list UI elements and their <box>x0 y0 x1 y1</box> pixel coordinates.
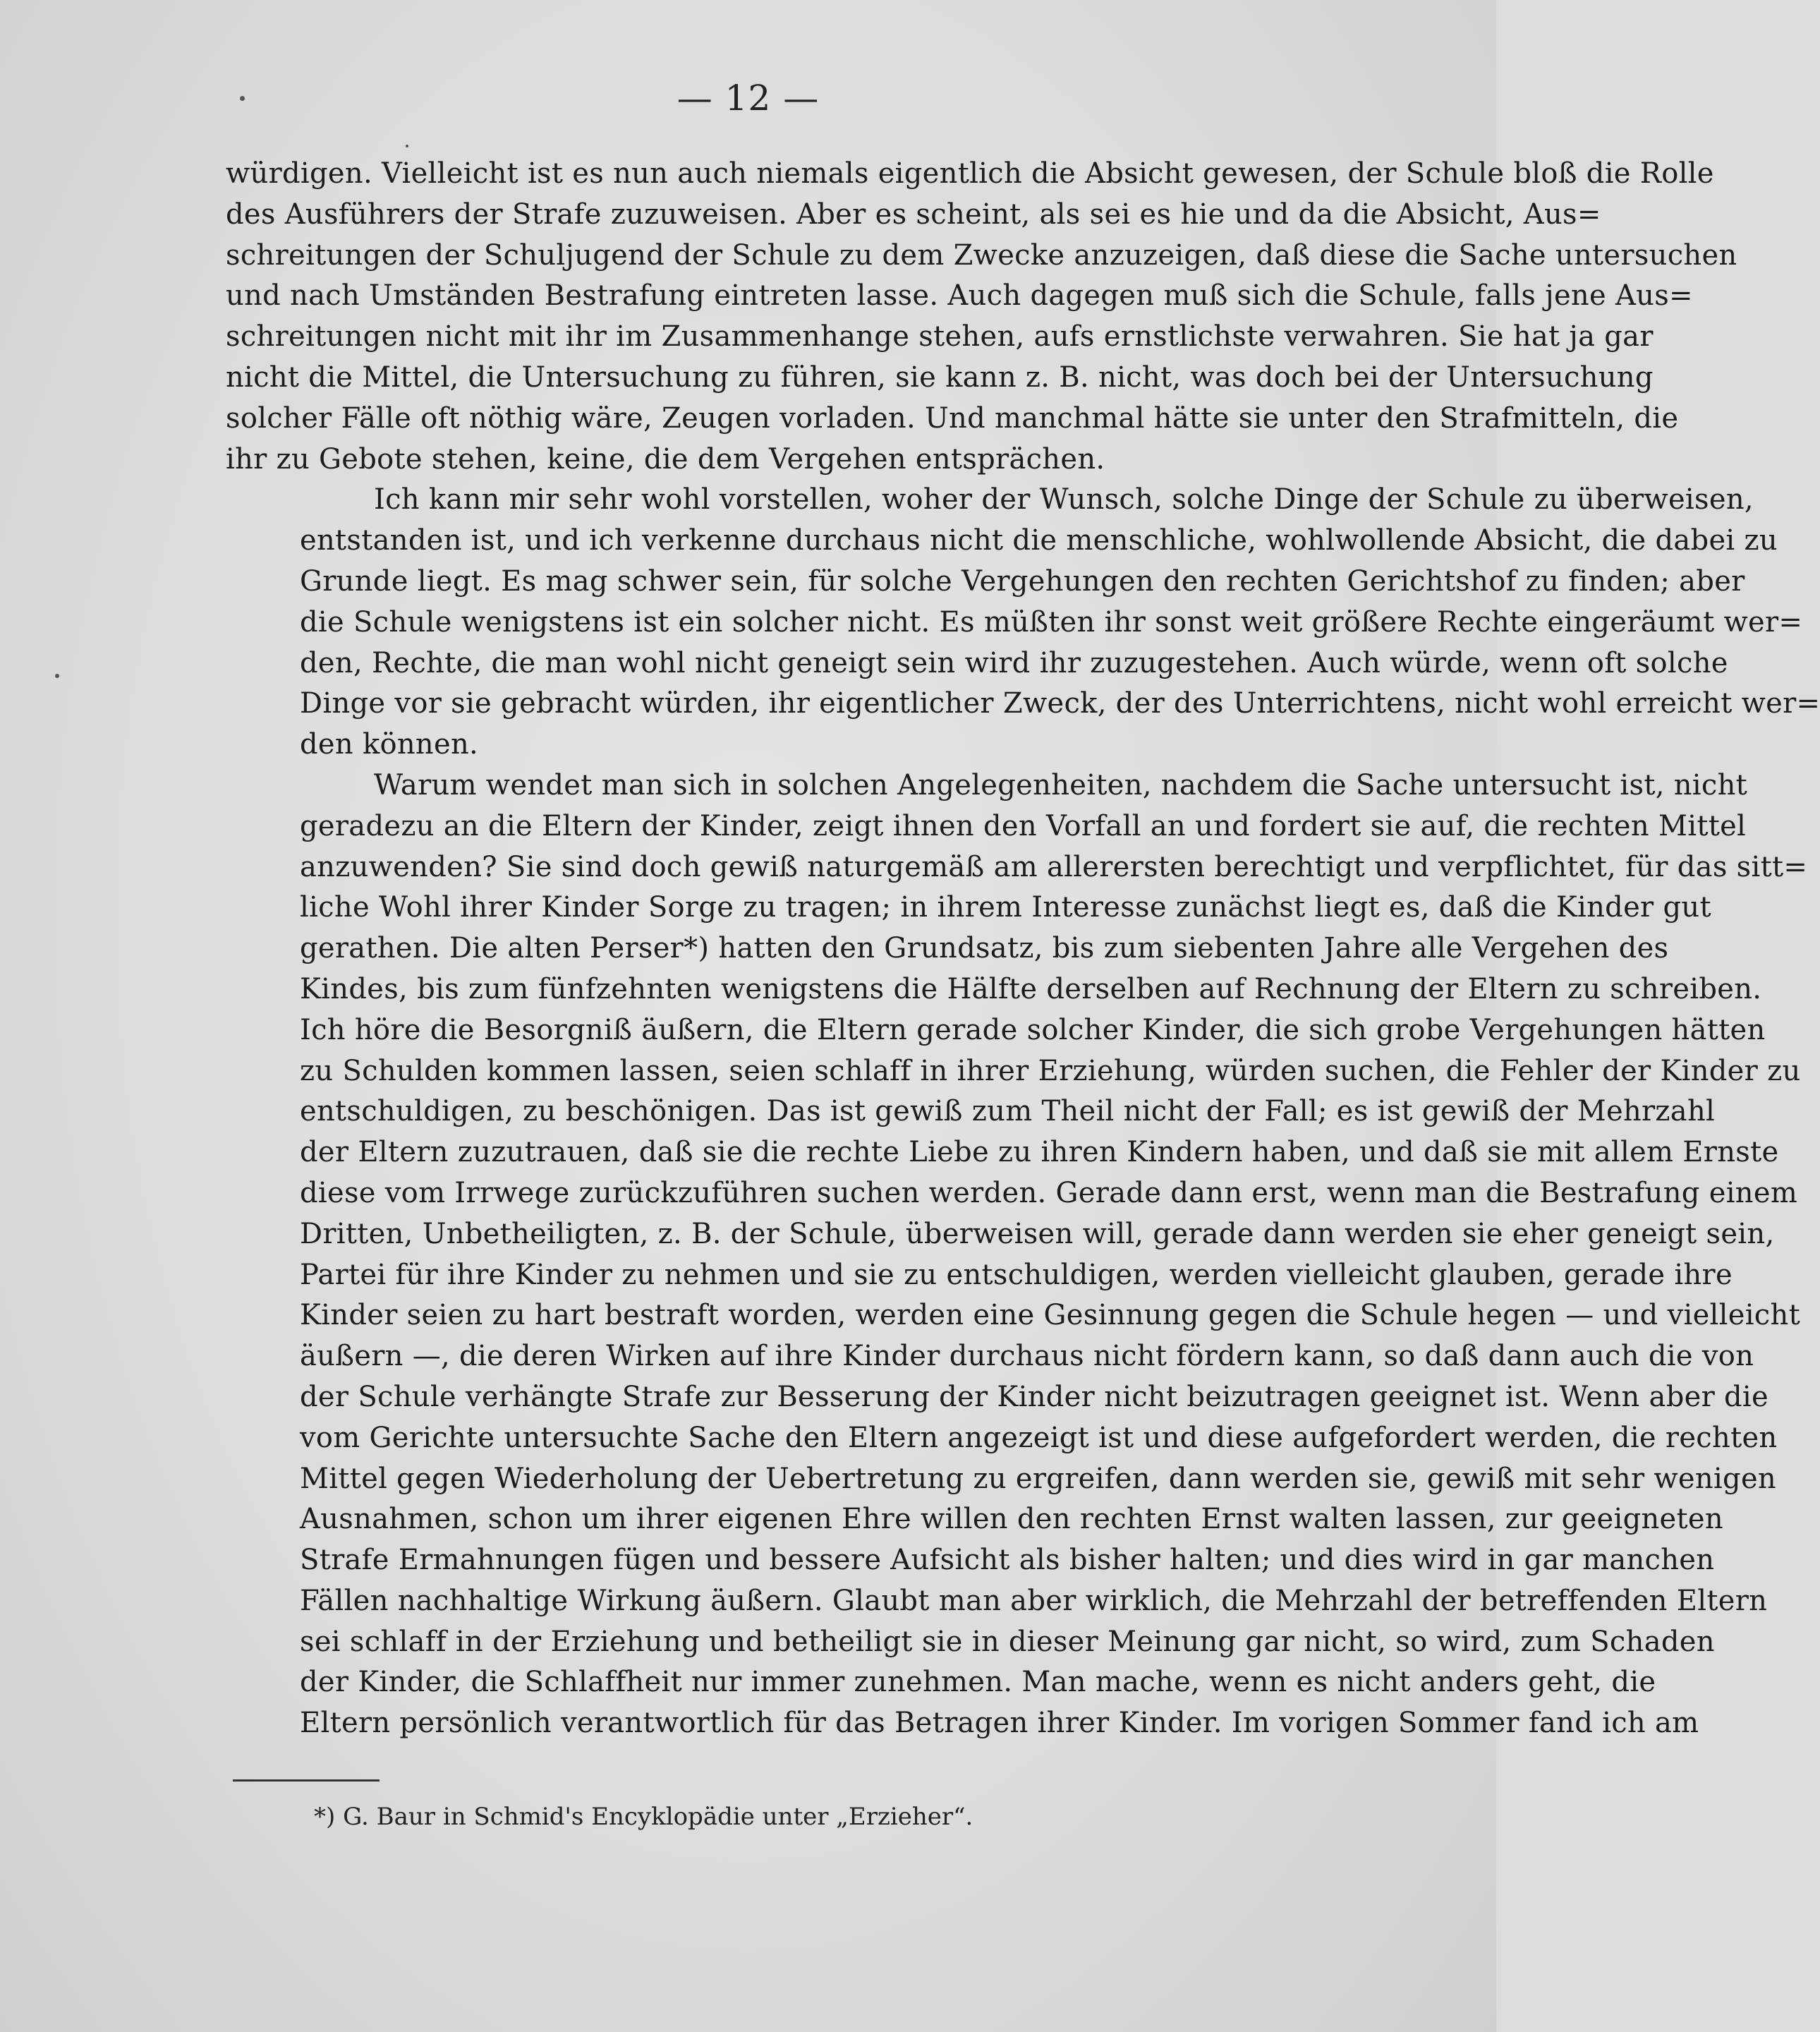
text-line: Mittel gegen Wiederholung der Uebertretung zu ergreifen, dann werden sie, gewiß mit sehr wenigen <box>300 1462 1776 1495</box>
text-line: liche Wohl ihrer Kinder Sorge zu tragen; in ihrem Interesse zunächst liegt es, daß die Kinder gut <box>300 891 1711 924</box>
text-line: Dinge vor sie gebracht würden, ihr eigentlicher Zweck, der des Unterrichtens, nicht wohl erreicht wer= <box>300 687 1820 720</box>
text-line: Fällen nachhaltige Wirkung äußern. Glaubt man aber wirklich, die Mehrzahl der betreffenden Eltern <box>300 1584 1768 1617</box>
text-line: des Ausführers der Strafe zuzuweisen. Aber es scheint, als sei es hie und da die Absicht, Aus= <box>226 198 1601 231</box>
text-line: diese vom Irrwege zurückzuführen suchen werden. Gerade dann erst, wenn man die Bestrafung einem <box>300 1176 1798 1209</box>
text-line: Grunde liegt. Es mag schwer sein, für solche Vergehungen den rechten Gerichtshof zu finden; aber <box>300 564 1745 598</box>
footnote-divider <box>233 1779 380 1782</box>
text-line: nicht die Mittel, die Untersuchung zu führen, sie kann z. B. nicht, was doch bei der Untersuchung <box>226 361 1654 394</box>
text-line: den, Rechte, die man wohl nicht geneigt sein wird ihr zuzugestehen. Auch würde, wenn oft solche <box>300 646 1728 679</box>
footnote: *) G. Baur in Schmid's Encyklopädie unter „Erzieher“. <box>314 1803 973 1831</box>
text-line: der Eltern zuzutrauen, daß sie die rechte Liebe zu ihren Kindern haben, und daß sie mit allem Ernste <box>300 1136 1779 1169</box>
text-line: der Kinder, die Schlaffheit nur immer zunehmen. Man mache, wenn es nicht anders geht, die <box>300 1666 1656 1699</box>
text-line: ihr zu Gebote stehen, keine, die dem Vergehen entsprächen. <box>226 442 1105 476</box>
paragraph <box>226 154 1737 480</box>
text-line: Kinder seien zu hart bestraft worden, werden eine Gesinnung gegen die Schule hegen — und vielleicht <box>300 1299 1800 1332</box>
text-line: anzuwenden? Sie sind doch gewiß naturgemäß am allerersten berechtigt und verpflichtet, für das sitt= <box>300 850 1808 883</box>
text-line: solcher Fälle oft nöthig wäre, Zeugen vorladen. Und manchmal hätte sie unter den Strafmitteln, die <box>226 401 1679 435</box>
paragraph <box>226 480 1820 766</box>
text-line: den können. <box>300 728 479 761</box>
text-line: Kindes, bis zum fünfzehnten wenigstens die Hälfte derselben auf Rechnung der Eltern zu schreiben. <box>300 972 1762 1005</box>
text-line: die Schule wenigstens ist ein solcher nicht. Es müßten ihr sonst weit größere Rechte eingeräumt wer= <box>300 605 1803 639</box>
text-line: entstanden ist, und ich verkenne durchaus nicht die menschliche, wohlwollende Absicht, die dabei zu <box>300 524 1778 557</box>
text-line: Partei für ihre Kinder zu nehmen und sie zu entschuldigen, werden vielleicht glauben, gerade ihre <box>300 1258 1733 1291</box>
text-line: Eltern persönlich verantwortlich für das Betragen ihrer Kinder. Im vorigen Sommer fand ich am <box>300 1707 1699 1740</box>
text-line: und nach Umständen Bestrafung eintreten lasse. Auch dagegen muß sich die Schule, falls jene Aus= <box>226 279 1693 313</box>
body-text <box>226 154 1820 1744</box>
text-line: Dritten, Unbetheiligten, z. B. der Schule, überweisen will, gerade dann werden sie eher geneigt sein, <box>300 1217 1775 1250</box>
text-line: entschuldigen, zu beschönigen. Das ist gewiß zum Theil nicht der Fall; es ist gewiß der Mehrzahl <box>300 1095 1716 1128</box>
text-line: würdigen. Vielleicht ist es nun auch niemals eigentlich die Absicht gewesen, der Schule bloß die Rolle <box>226 157 1714 190</box>
paragraph <box>226 766 1808 1744</box>
text-line: Strafe Ermahnungen fügen und bessere Aufsicht als bisher halten; und dies wird in gar manchen <box>300 1544 1715 1577</box>
text-line: Warum wendet man sich in solchen Angelegenheiten, nachdem die Sache untersucht ist, nicht <box>374 768 1748 802</box>
text-line: Ich kann mir sehr wohl vorstellen, woher der Wunsch, solche Dinge der Schule zu überweisen, <box>374 483 1754 516</box>
text-line: geradezu an die Eltern der Kinder, zeigt ihnen den Vorfall an und fordert sie auf, die rechten Mittel <box>300 809 1747 842</box>
text-line: sei schlaff in der Erziehung und betheiligt sie in dieser Meinung gar nicht, so wird, zum Schaden <box>300 1625 1715 1658</box>
text-line: gerathen. Die alten Perser*) hatten den Grundsatz, bis zum siebenten Jahre alle Vergehen des <box>300 932 1669 965</box>
text-line: schreitungen der Schuljugend der Schule zu dem Zwecke anzuzeigen, daß diese die Sache untersuchen <box>226 238 1737 272</box>
scan-speck <box>240 96 245 101</box>
text-line: der Schule verhängte Strafe zur Besserung der Kinder nicht beizutragen geeignet ist. Wenn aber die <box>300 1380 1769 1413</box>
text-line: zu Schulden kommen lassen, seien schlaff in ihrer Erziehung, würden suchen, die Fehler der Kinder zu <box>300 1054 1801 1087</box>
text-line: Ich höre die Besorgniß äußern, die Eltern gerade solcher Kinder, die sich grobe Vergehungen hätten <box>300 1013 1766 1046</box>
scan-speck <box>55 674 59 678</box>
scan-speck <box>406 145 408 147</box>
page-number: — 12 — <box>677 78 820 119</box>
text-line: Ausnahmen, schon um ihrer eigenen Ehre willen den rechten Ernst walten lassen, zur geeigneten <box>300 1503 1723 1536</box>
text-line: äußern —, die deren Wirken auf ihre Kinder durchaus nicht fördern kann, so daß dann auch die von <box>300 1340 1754 1373</box>
text-line: schreitungen nicht mit ihr im Zusammenhange stehen, aufs ernstlichste verwahren. Sie hat ja gar <box>226 320 1654 353</box>
text-line: vom Gerichte untersuchte Sache den Eltern angezeigt ist und diese aufgefordert werden, die rechten <box>300 1421 1778 1454</box>
